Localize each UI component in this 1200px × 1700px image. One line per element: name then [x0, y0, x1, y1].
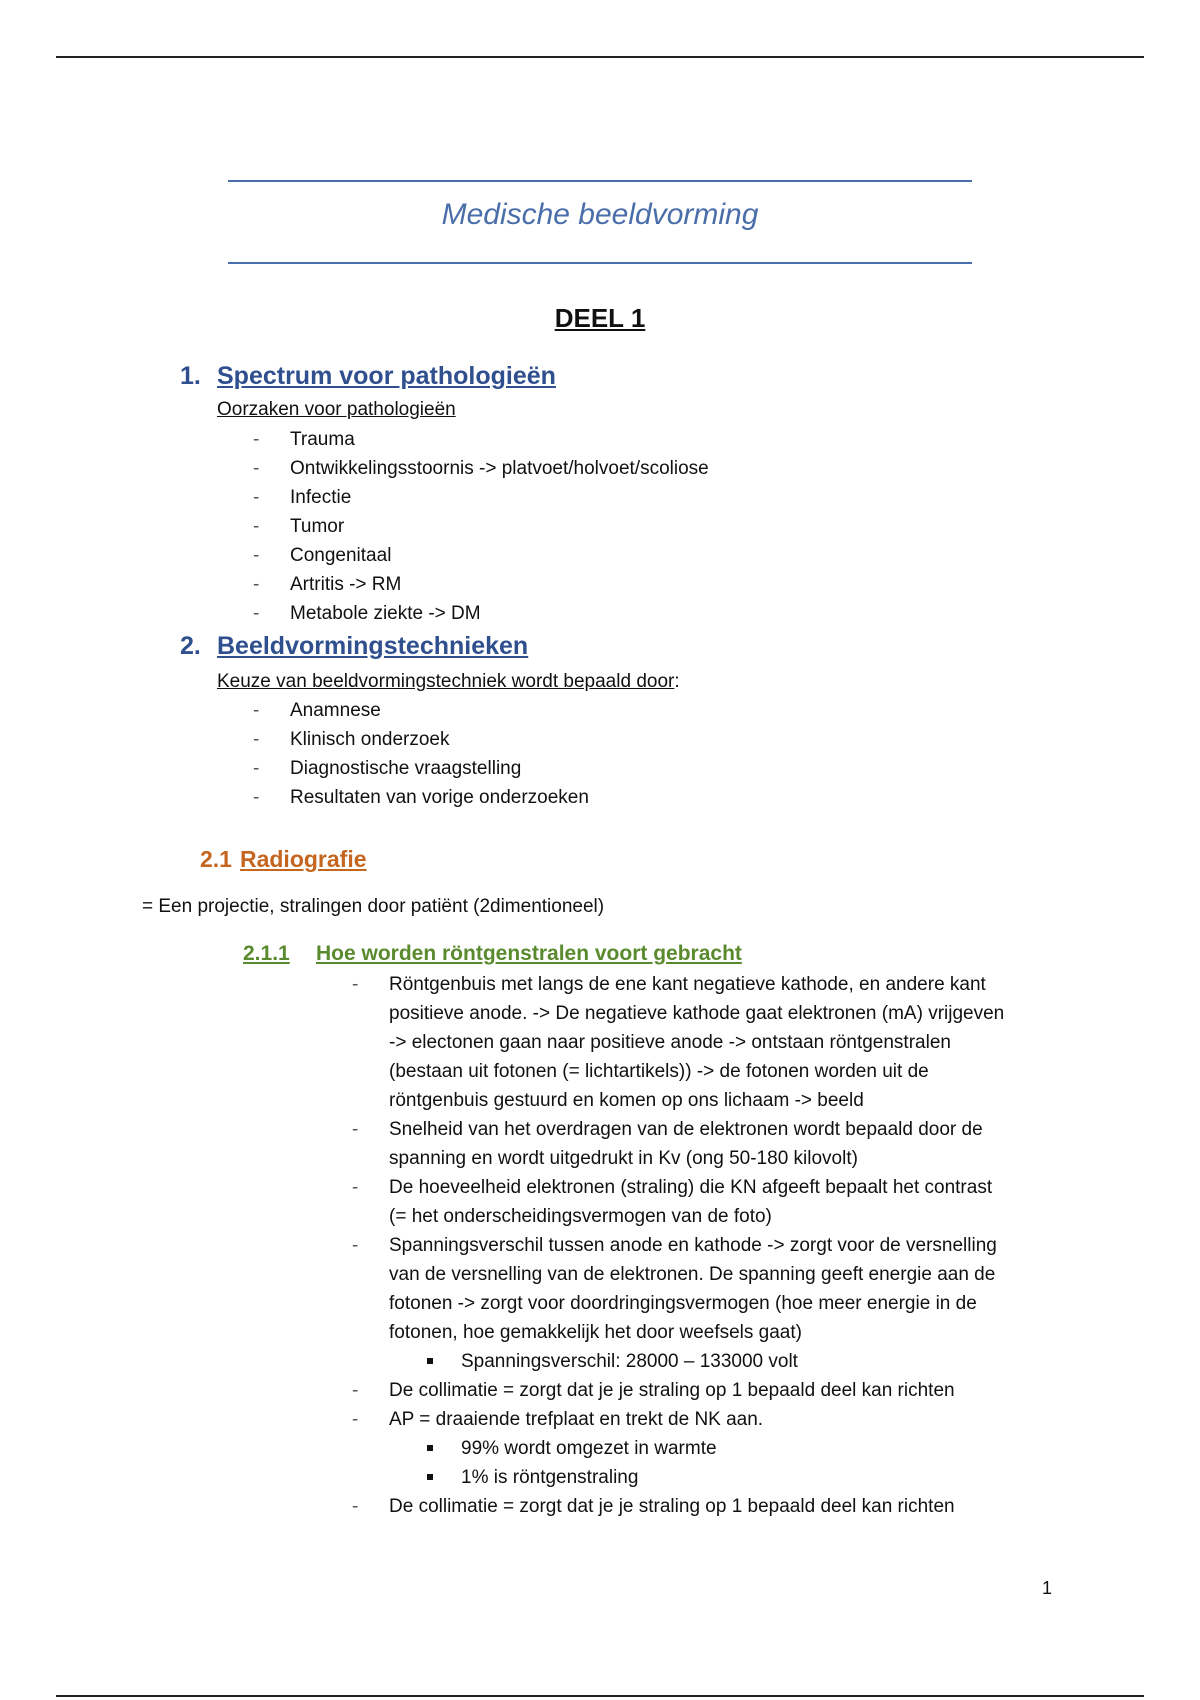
title-bottom-line: [228, 262, 972, 264]
list-item-text: Anamnese: [290, 700, 381, 721]
list-item-line: van de versnelling van de elektronen. De spanning geeft energie aan de: [389, 1264, 996, 1285]
dash-bullet: -: [253, 429, 260, 450]
document-title: Medische beeldvorming: [441, 198, 759, 231]
dash-bullet: -: [352, 1177, 359, 1198]
list-item-line: röntgenbuis gestuurd en komen op ons lichaam -> beeld: [389, 1090, 864, 1111]
list-item-text: Diagnostische vraagstelling: [290, 758, 522, 779]
list-item-line: De collimatie = zorgt dat je je straling op 1 bepaald deel kan richten: [389, 1496, 955, 1517]
square-bullet-icon: [427, 1445, 433, 1451]
section-2-1-title: Radiografie: [239, 846, 367, 872]
list-item-line: Spanningsverschil tussen anode en kathode -> zorgt voor de versnelling: [389, 1235, 997, 1256]
list-item-line: fotonen, hoe gemakkelijk het door weefsels gaat): [389, 1322, 802, 1343]
list-item: [253, 696, 589, 725]
list-item-line: positieve anode. -> De negatieve kathode gaat elektronen (mA) vrijgeven: [389, 1003, 1005, 1024]
list-item: [352, 1173, 1004, 1231]
list-item: [253, 425, 709, 454]
section-1-subheading: Oorzaken voor pathologieën: [217, 399, 456, 420]
section-2-subheading: [217, 671, 680, 693]
sub-list: [389, 1347, 1004, 1376]
dash-bullet: -: [253, 758, 260, 779]
dash-bullet: -: [352, 1380, 359, 1401]
list-item-text: Metabole ziekte -> DM: [290, 603, 481, 624]
list-item: [253, 783, 589, 812]
page-top-rule: [56, 56, 1144, 58]
list-item-line: fotonen -> zorgt voor doordringingsvermogen (hoe meer energie in de: [389, 1293, 977, 1314]
sub-list-item-text: 1% is röntgenstraling: [461, 1467, 639, 1488]
list-item: [352, 1231, 1004, 1376]
page-number: 1: [1042, 1578, 1053, 1598]
sub-list-item: [389, 1434, 1004, 1463]
section-2-1-1-list: [352, 970, 1004, 1521]
dash-bullet: -: [352, 1409, 359, 1430]
list-item-line: De hoeveelheid elektronen (straling) die KN afgeeft bepaalt het contrast: [389, 1177, 993, 1198]
section-2-subheading-text: Keuze van beeldvormingstechniek wordt bepaald door: [217, 671, 675, 692]
list-item-line: Snelheid van het overdragen van de elektronen wordt bepaald door de: [389, 1119, 983, 1140]
list-item-line: spanning en wordt uitgedrukt in Kv (ong 50-180 kilovolt): [389, 1148, 858, 1169]
sub-list-item-text: Spanningsverschil: 28000 – 133000 volt: [461, 1351, 798, 1372]
dash-bullet: -: [352, 974, 359, 995]
section-2-title: Beeldvormingstechnieken: [217, 632, 529, 660]
list-item-text: Artritis -> RM: [290, 574, 402, 595]
section-2-1-number: 2.1: [200, 846, 232, 872]
section-2-1-heading: [200, 846, 367, 873]
dash-bullet: -: [352, 1235, 359, 1256]
list-item: [253, 754, 589, 783]
square-bullet-icon: [427, 1358, 433, 1364]
dash-bullet: -: [352, 1119, 359, 1140]
dash-bullet: -: [253, 458, 260, 479]
list-item-text: Tumor: [290, 516, 345, 537]
list-item: [253, 541, 709, 570]
sub-list-item: [389, 1463, 1004, 1492]
dash-bullet: -: [253, 787, 260, 808]
list-item-line: (bestaan uit fotonen (= lichtartikels)) -> de fotonen worden uit de: [389, 1061, 929, 1082]
dash-bullet: -: [253, 603, 260, 624]
section-2-number: 2.: [180, 632, 201, 660]
list-item: [352, 970, 1004, 1115]
dash-bullet: -: [253, 729, 260, 750]
section-2-1-intro: = Een projectie, stralingen door patiënt (2dimentioneel): [142, 896, 605, 917]
list-item-text: Infectie: [290, 487, 352, 508]
page-bottom-rule: [56, 1695, 1144, 1697]
dash-bullet: -: [253, 516, 260, 537]
list-item-line: -> electonen gaan naar positieve anode -> ontstaan röntgenstralen: [389, 1032, 951, 1053]
list-item: [253, 570, 709, 599]
section-2-1-1-heading: [243, 942, 742, 966]
dash-bullet: -: [253, 487, 260, 508]
section-2-list: [253, 696, 589, 812]
section-1-list: [253, 425, 709, 628]
dash-bullet: -: [253, 545, 260, 566]
list-item-text: Congenitaal: [290, 545, 392, 566]
list-item: [352, 1492, 1004, 1521]
list-item: [253, 725, 589, 754]
list-item: [253, 599, 709, 628]
dash-bullet: -: [253, 574, 260, 595]
section-1-title: Spectrum voor pathologieën: [217, 362, 556, 390]
dash-bullet: -: [253, 700, 260, 721]
sub-list: [389, 1434, 1004, 1492]
list-item: [352, 1115, 1004, 1173]
list-item: [253, 512, 709, 541]
list-item: [352, 1376, 1004, 1405]
list-item-text: Trauma: [290, 429, 355, 450]
title-top-line: [228, 180, 972, 182]
list-item-line: (= het onderscheidingsvermogen van de foto): [389, 1206, 772, 1227]
list-item-line: Röntgenbuis met langs de ene kant negatieve kathode, en andere kant: [389, 974, 986, 995]
section-2-1-1-title: Hoe worden röntgenstralen voort gebracht: [316, 942, 742, 965]
list-item-line: AP = draaiende trefplaat en trekt de NK aan.: [389, 1409, 764, 1430]
sub-list-item: [389, 1347, 1004, 1376]
section-2-subheading-colon: :: [674, 671, 680, 692]
square-bullet-icon: [427, 1474, 433, 1480]
section-2-1-1-number: 2.1.1: [243, 942, 290, 965]
list-item-text: Resultaten van vorige onderzoeken: [290, 787, 589, 808]
section-1-number: 1.: [180, 362, 201, 390]
list-item: [253, 454, 709, 483]
list-item-text: Ontwikkelingsstoornis -> platvoet/holvoet/scoliose: [290, 458, 709, 479]
dash-bullet: -: [352, 1496, 359, 1517]
list-item-text: Klinisch onderzoek: [290, 729, 450, 750]
list-item: [253, 483, 709, 512]
part-title: DEEL 1: [554, 303, 646, 333]
sub-list-item-text: 99% wordt omgezet in warmte: [461, 1438, 717, 1459]
list-item-line: De collimatie = zorgt dat je je straling op 1 bepaald deel kan richten: [389, 1380, 955, 1401]
list-item: [352, 1405, 1004, 1492]
